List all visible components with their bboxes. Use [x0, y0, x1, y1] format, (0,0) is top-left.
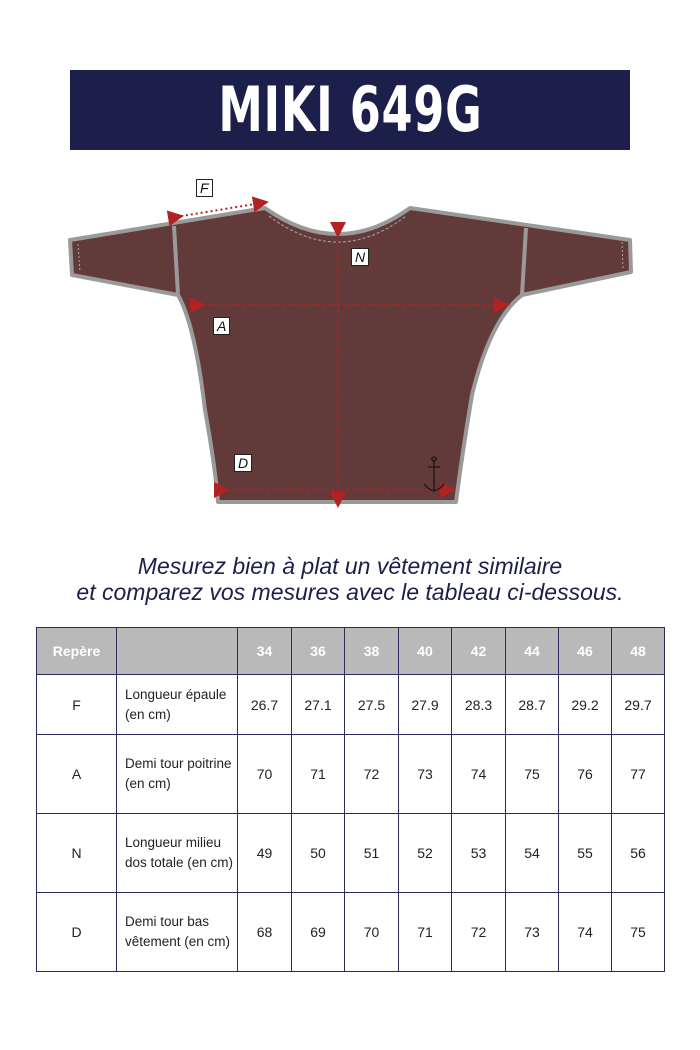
table-cell: 74	[452, 735, 506, 814]
marker-a: A	[213, 317, 230, 335]
row-label: Demi tour bas vêtement (en cm)	[117, 893, 238, 972]
table-cell: 29.7	[612, 675, 665, 735]
title-banner	[70, 70, 630, 150]
table-cell: 53	[452, 814, 506, 893]
marker-d: D	[234, 454, 252, 472]
table-cell: 51	[345, 814, 399, 893]
size-table	[36, 627, 665, 972]
table-row	[37, 893, 665, 972]
marker-f: F	[196, 179, 213, 197]
table-cell: 72	[345, 735, 399, 814]
row-mark: D	[37, 893, 117, 972]
measurement-instructions	[0, 553, 700, 605]
marker-n: N	[351, 248, 369, 266]
header-size-38: 38	[345, 628, 399, 675]
table-cell: 71	[399, 893, 452, 972]
header-label	[117, 628, 238, 675]
table-cell: 75	[612, 893, 665, 972]
table-cell: 71	[292, 735, 345, 814]
row-label: Longueur épaule (en cm)	[117, 675, 238, 735]
table-cell: 70	[238, 735, 292, 814]
instructions-line-2: et comparez vos mesures avec le tableau ci-dessous.	[76, 579, 624, 605]
row-mark: A	[37, 735, 117, 814]
table-cell: 54	[506, 814, 559, 893]
table-cell: 27.5	[345, 675, 399, 735]
table-cell: 73	[399, 735, 452, 814]
table-cell: 70	[345, 893, 399, 972]
table-cell: 52	[399, 814, 452, 893]
header-size-40: 40	[399, 628, 452, 675]
header-size-46: 46	[559, 628, 612, 675]
table-cell: 50	[292, 814, 345, 893]
row-mark: F	[37, 675, 117, 735]
table-cell: 56	[612, 814, 665, 893]
header-size-36: 36	[292, 628, 345, 675]
row-mark: N	[37, 814, 117, 893]
table-cell: 75	[506, 735, 559, 814]
table-cell: 73	[506, 893, 559, 972]
table-cell: 27.9	[399, 675, 452, 735]
table-cell: 28.7	[506, 675, 559, 735]
table-cell: 68	[238, 893, 292, 972]
table-cell: 77	[612, 735, 665, 814]
table-cell: 76	[559, 735, 612, 814]
table-cell: 74	[559, 893, 612, 972]
table-row	[37, 735, 665, 814]
header-repere: Repère	[37, 628, 117, 675]
table-cell: 29.2	[559, 675, 612, 735]
sweater-illustration	[0, 160, 700, 530]
table-cell: 26.7	[238, 675, 292, 735]
row-label: Demi tour poitrine (en cm)	[117, 735, 238, 814]
garment-diagram	[0, 160, 700, 530]
table-header-row	[37, 628, 665, 675]
table-cell: 69	[292, 893, 345, 972]
header-size-48: 48	[612, 628, 665, 675]
header-size-44: 44	[506, 628, 559, 675]
table-cell: 72	[452, 893, 506, 972]
row-label: Longueur milieu dos totale (en cm)	[117, 814, 238, 893]
table-cell: 28.3	[452, 675, 506, 735]
header-size-42: 42	[452, 628, 506, 675]
table-cell: 55	[559, 814, 612, 893]
page-title: MIKI 649G	[217, 73, 483, 146]
table-row	[37, 814, 665, 893]
table-cell: 27.1	[292, 675, 345, 735]
table-row	[37, 675, 665, 735]
instructions-line-1: Mesurez bien à plat un vêtement similaire	[137, 553, 563, 579]
header-size-34: 34	[238, 628, 292, 675]
table-cell: 49	[238, 814, 292, 893]
